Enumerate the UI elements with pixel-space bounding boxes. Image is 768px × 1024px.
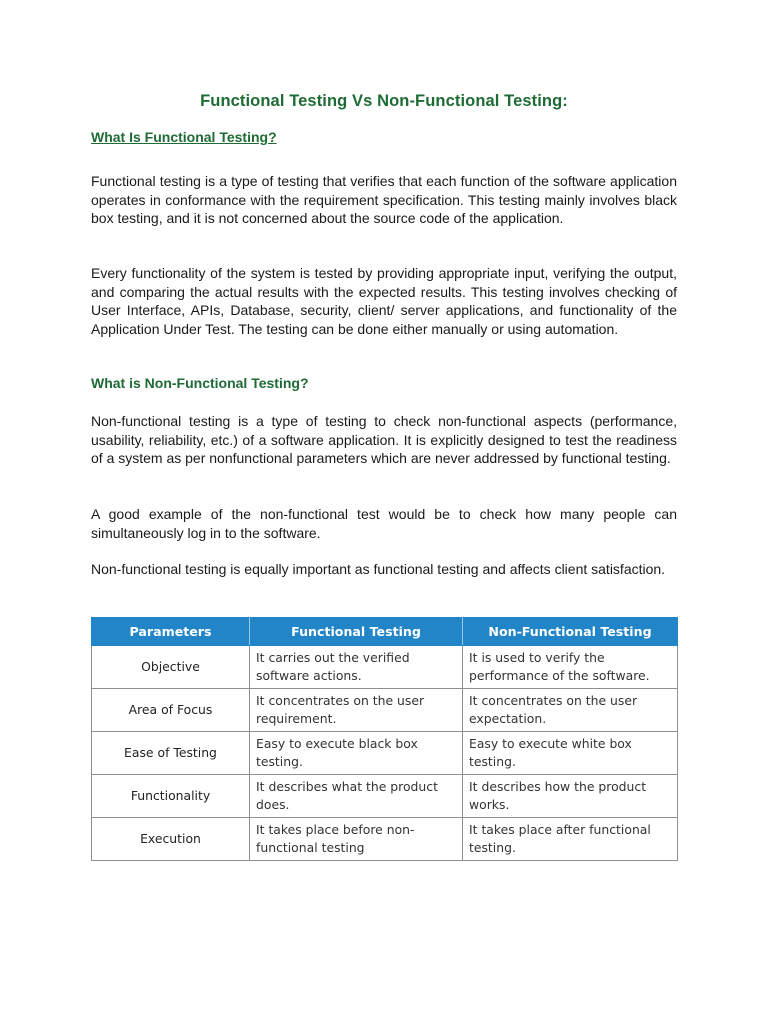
header-parameters: Parameters bbox=[92, 618, 250, 646]
functional-cell: Easy to execute black box testing. bbox=[250, 732, 463, 775]
header-non-functional-testing: Non-Functional Testing bbox=[463, 618, 678, 646]
non-functional-cell: It describes how the product works. bbox=[463, 775, 678, 818]
non-functional-cell: Easy to execute white box testing. bbox=[463, 732, 678, 775]
functional-testing-heading: What Is Functional Testing? bbox=[91, 129, 277, 145]
paragraph-functional-details: Every functionality of the system is tested by providing appropriate input, verifying the output, and comparing the actual results with the expected results. This testing involves checking of User Interface, APIs, Database, security, client/ server applications, and functionality of the Application Under Test. The testing can be done either manually or using automation. bbox=[91, 265, 677, 337]
functional-cell: It carries out the verified software actions. bbox=[250, 646, 463, 689]
table-row bbox=[92, 818, 678, 861]
table-row bbox=[92, 732, 678, 775]
header-functional-testing: Functional Testing bbox=[250, 618, 463, 646]
table-row bbox=[92, 775, 678, 818]
paragraph-functional-definition: Functional testing is a type of testing that verifies that each function of the software application operates in conformance with the requirement specification. This testing mainly involves black box testing, and it is not concerned about the source code of the application. bbox=[91, 173, 677, 226]
parameter-cell: Ease of Testing bbox=[92, 732, 250, 775]
non-functional-cell: It is used to verify the performance of the software. bbox=[463, 646, 678, 689]
parameter-cell: Objective bbox=[92, 646, 250, 689]
functional-cell: It concentrates on the user requirement. bbox=[250, 689, 463, 732]
parameter-cell: Execution bbox=[92, 818, 250, 861]
table-header-row bbox=[92, 618, 678, 646]
parameter-cell: Area of Focus bbox=[92, 689, 250, 732]
functional-cell: It describes what the product does. bbox=[250, 775, 463, 818]
functional-cell: It takes place before non-functional testing bbox=[250, 818, 463, 861]
paragraph-nonfunctional-importance: Non-functional testing is equally important as functional testing and affects client satisfaction. bbox=[91, 561, 666, 577]
non-functional-cell: It takes place after functional testing. bbox=[463, 818, 678, 861]
page-title: Functional Testing Vs Non-Functional Testing: bbox=[200, 92, 568, 110]
paragraph-nonfunctional-example: A good example of the non-functional test would be to check how many people can simultaneously log in to the software. bbox=[91, 506, 677, 541]
non-functional-testing-heading: What is Non-Functional Testing? bbox=[91, 375, 309, 391]
comparison-table bbox=[91, 617, 678, 861]
table-row bbox=[92, 689, 678, 732]
table-row bbox=[92, 646, 678, 689]
non-functional-cell: It concentrates on the user expectation. bbox=[463, 689, 678, 732]
parameter-cell: Functionality bbox=[92, 775, 250, 818]
paragraph-nonfunctional-definition: Non-functional testing is a type of testing to check non-functional aspects (performance, usability, reliability, etc.) of a software application. It is explicitly designed to test the readiness of a system as per nonfunctional parameters which are never addressed by functional testing. bbox=[91, 413, 677, 466]
